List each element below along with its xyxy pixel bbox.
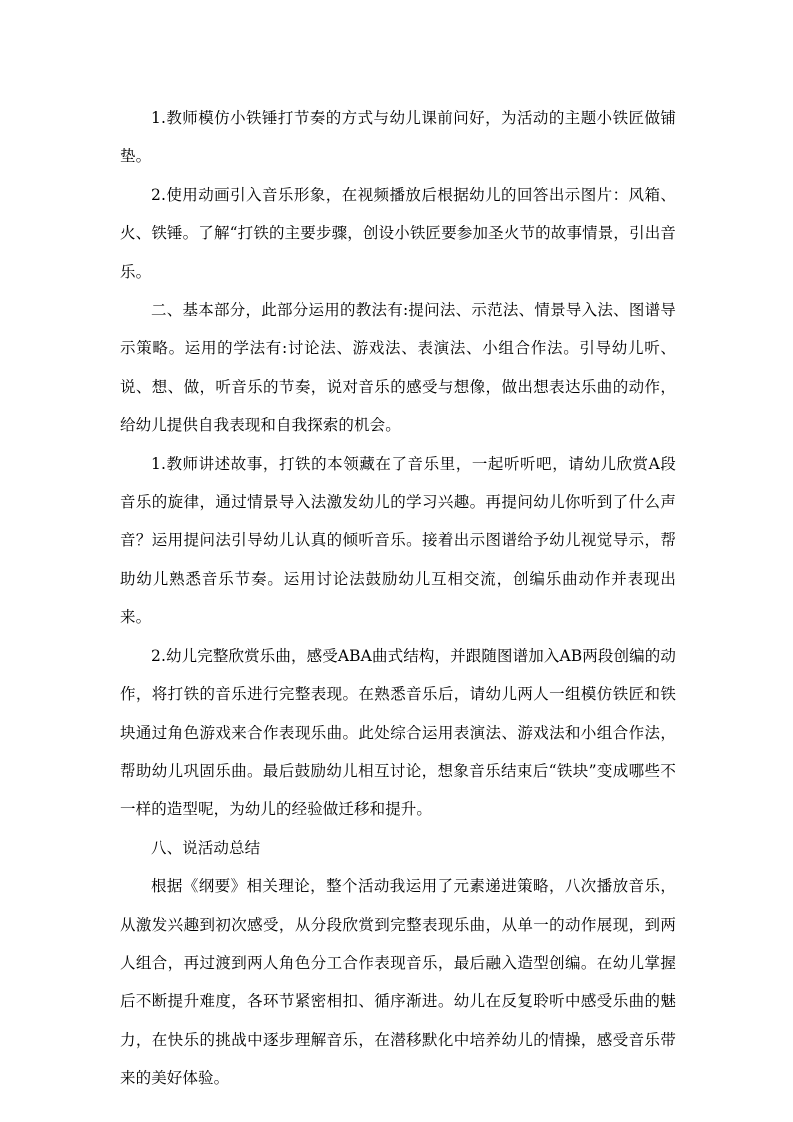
- document-body: [120, 99, 676, 1098]
- paragraph-summary: 根据《纲要》相关理论，整个活动我运用了元素递进策略，八次播放音乐，从激发兴趣到初次感受，从分段欣赏到完整表现乐曲，从单一的动作展现，到两人组合，再过渡到两人角色分工合作表现音乐，最后融入造型创编。在幼儿掌握后不断提升难度，各环节紧密相扣、循序渐进。幼儿在反复聆听中感受乐曲的魅力，在快乐的挑战中逐步理解音乐，在潜移默化中培养幼儿的情操，感受音乐带来的美好体验。: [120, 877, 676, 1088]
- paragraph-intro-2: 2.使用动画引入音乐形象，在视频播放后根据幼儿的回答出示图片：风箱、火、铁锤。了解“打铁的主要步骤，创设小铁匠要参加圣火节的故事情景，引出音乐。: [120, 185, 676, 281]
- paragraph-intro-1: 1.教师模仿小铁锤打节奏的方式与幼儿课前问好，为活动的主题小铁匠做铺垫。: [120, 109, 676, 166]
- section-heading-summary: 八、说活动总结: [151, 838, 261, 857]
- paragraph-basic-part: 二、基本部分，此部分运用的教法有:提问法、示范法、情景导入法、图谱导示策略。运用的学法有:讨论法、游戏法、表演法、小组合作法。引导幼儿听、说、想、做，听音乐的节奏，说对音乐的感受与想像，做出想表达乐曲的动作，给幼儿提供自我表现和自我探索的机会。: [120, 301, 676, 435]
- paragraph-basic-2: 2.幼儿完整欣赏乐曲，感受ABA曲式结构，并跟随图谱加入AB两段创编的动作，将打铁的音乐进行完整表现。在熟悉音乐后，请幼儿两人一组模仿铁匠和铁块通过角色游戏来合作表现乐曲。此处综合运用表演法、游戏法和小组合作法，帮助幼儿巩固乐曲。最后鼓励幼儿相互讨论，想象音乐结束后“铁块”变成哪些不一样的造型呢，为幼儿的经验做迁移和提升。: [120, 646, 676, 819]
- paragraph-basic-1: 1.教师讲述故事，打铁的本领藏在了音乐里，一起听听吧，请幼儿欣赏A段音乐的旋律，通过情景导入法激发幼儿的学习兴趣。再提问幼儿你听到了什么声音？运用提问法引导幼儿认真的倾听音乐。接着出示图谱给予幼儿视觉导示，帮助幼儿熟悉音乐节奏。运用讨论法鼓励幼儿互相交流，创编乐曲动作并表现出来。: [120, 454, 676, 627]
